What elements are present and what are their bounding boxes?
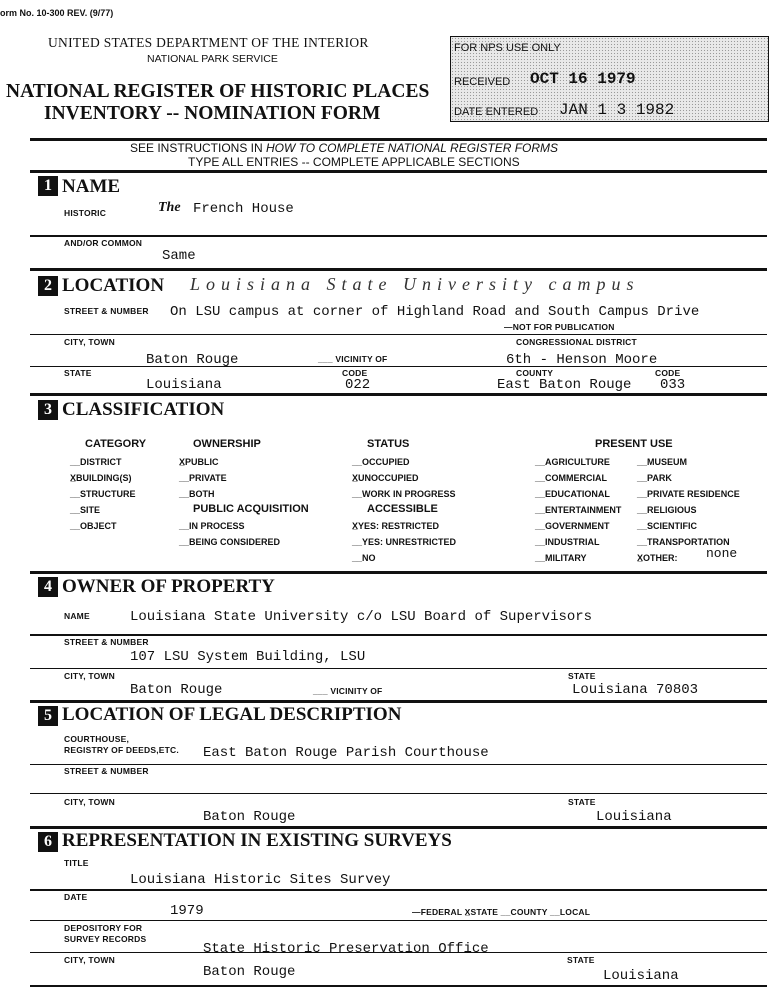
rule <box>30 889 767 891</box>
section-1-title: NAME <box>62 176 121 197</box>
rule <box>30 826 767 829</box>
street-number-value: On LSU campus at corner of Highland Road and South Campus Drive <box>170 304 700 320</box>
classification-option[interactable]: __EDUCATIONAL <box>535 489 610 499</box>
section-3-title: CLASSIFICATION <box>62 399 225 420</box>
classification-option[interactable]: __NO <box>352 553 376 563</box>
classification-option[interactable]: __AGRICULTURE <box>535 457 610 467</box>
section-2-title: LOCATION <box>62 275 165 296</box>
received-label: RECEIVED <box>454 76 511 88</box>
classification-option[interactable]: __PRIVATE RESIDENCE <box>637 489 740 499</box>
classification-option[interactable]: X̲UNOCCUPIED <box>352 473 419 483</box>
classification-option[interactable]: __MUSEUM <box>637 457 688 467</box>
vicinity-of: ___ VICINITY OF <box>318 354 388 364</box>
survey-levels: —FEDERAL X̲STATE __COUNTY __LOCAL <box>412 907 591 917</box>
date-entered-stamp: JAN 1 3 1982 <box>559 101 675 119</box>
legal-street-label: STREET & NUMBER <box>64 766 149 776</box>
legal-city-label: CITY, TOWN <box>64 797 115 807</box>
classification-option[interactable]: __TRANSPORTATION <box>637 537 730 547</box>
state-code-value: 022 <box>345 377 371 393</box>
nps-use-only-box <box>450 36 769 122</box>
classification-option[interactable]: __INDUSTRIAL <box>535 537 600 547</box>
form-title-line1: NATIONAL REGISTER OF HISTORIC PLACES <box>6 81 430 102</box>
historic-name-value: French House <box>193 201 294 217</box>
section-4-title: OWNER OF PROPERTY <box>62 576 275 597</box>
location-handwritten-note: Louisiana State University campus <box>190 274 640 294</box>
common-name-value: Same <box>162 248 196 264</box>
historic-label: HISTORIC <box>64 208 107 218</box>
classification-option[interactable]: X̲BUILDING(S) <box>70 473 132 483</box>
classification-option[interactable]: __GOVERNMENT <box>535 521 610 531</box>
county-label: COUNTY <box>516 368 554 378</box>
legal-city-value: Baton Rouge <box>203 809 296 825</box>
section-5-number: 5 <box>38 706 58 726</box>
rule <box>30 334 767 335</box>
owner-street-value: 107 LSU System Building, LSU <box>130 649 366 665</box>
ownership-heading: OWNERSHIP <box>193 438 261 450</box>
classification-option[interactable]: __STRUCTURE <box>70 489 136 499</box>
legal-state-label: STATE <box>568 797 596 807</box>
classification-option[interactable]: X̲PUBLIC <box>179 457 219 467</box>
other-use-value: none <box>706 546 738 561</box>
city-town-value: Baton Rouge <box>146 352 239 368</box>
service-name: NATIONAL PARK SERVICE <box>147 53 278 65</box>
rule <box>30 952 767 953</box>
section-6-title: REPRESENTATION IN EXISTING SURVEYS <box>62 830 452 851</box>
rule <box>30 571 767 574</box>
survey-date-label: DATE <box>64 892 88 902</box>
courthouse-label-line1: COURTHOUSE, <box>64 734 130 744</box>
section-3-number: 3 <box>38 400 58 420</box>
classification-option[interactable]: X̲OTHER: <box>637 553 678 563</box>
county-value: East Baton Rouge <box>497 377 632 393</box>
classification-option[interactable]: __ENTERTAINMENT <box>535 505 622 515</box>
section-5-title: LOCATION OF LEGAL DESCRIPTION <box>62 704 402 725</box>
courthouse-value: East Baton Rouge Parish Courthouse <box>203 745 489 761</box>
classification-option[interactable]: __RELIGIOUS <box>637 505 697 515</box>
owner-city-value: Baton Rouge <box>130 682 223 698</box>
instructions-line2: TYPE ALL ENTRIES -- COMPLETE APPLICABLE SECTIONS <box>188 155 520 169</box>
classification-option[interactable]: __OBJECT <box>70 521 117 531</box>
classification-option[interactable]: __BEING CONSIDERED <box>179 537 281 547</box>
form-number: orm No. 10-300 REV. (9/77) <box>0 8 114 18</box>
historic-handwritten: The <box>158 200 181 215</box>
common-name-label: AND/OR COMMON <box>64 238 143 248</box>
depository-city-value: Baton Rouge <box>203 964 296 980</box>
street-number-label: STREET & NUMBER <box>64 306 149 316</box>
owner-state-label: STATE <box>568 671 596 681</box>
owner-name-value: Louisiana State University c/o LSU Board of Supervisors <box>130 609 593 625</box>
state-code-label: CODE <box>342 368 368 378</box>
classification-option[interactable]: __PARK <box>637 473 672 483</box>
congressional-district-value: 6th - Henson Moore <box>506 352 658 368</box>
depository-state-value: Louisiana <box>603 968 679 984</box>
rule <box>30 920 767 921</box>
instructions-line1: SEE INSTRUCTIONS IN HOW TO COMPLETE NATIONAL REGISTER FORMS <box>130 141 559 155</box>
depository-value: State Historic Preservation Office <box>203 941 489 957</box>
congressional-district-label: CONGRESSIONAL DISTRICT <box>516 337 637 347</box>
state-label: STATE <box>64 368 92 378</box>
nps-box-heading: FOR NPS USE ONLY <box>454 42 561 54</box>
classification-option[interactable]: __SCIENTIFIC <box>637 521 698 531</box>
classification-option[interactable]: X̲YES: RESTRICTED <box>352 521 440 531</box>
classification-option[interactable]: __YES: UNRESTRICTED <box>352 537 457 547</box>
rule <box>30 700 767 703</box>
received-stamp: OCT 16 1979 <box>530 70 636 88</box>
section-4-number: 4 <box>38 577 58 597</box>
form-title-line2: INVENTORY -- NOMINATION FORM <box>44 103 381 124</box>
section-2-number: 2 <box>38 276 58 296</box>
survey-title-value: Louisiana Historic Sites Survey <box>130 872 391 888</box>
classification-option[interactable]: __IN PROCESS <box>179 521 245 531</box>
not-for-publication: —NOT FOR PUBLICATION <box>504 322 615 332</box>
survey-title-label: TITLE <box>64 858 89 868</box>
county-code-value: 033 <box>660 377 686 393</box>
depository-city-label: CITY, TOWN <box>64 955 115 965</box>
owner-state-value: Louisiana 70803 <box>572 682 699 698</box>
owner-city-label: CITY, TOWN <box>64 671 115 681</box>
depository-label-line2: SURVEY RECORDS <box>64 934 147 944</box>
rule <box>30 764 767 765</box>
city-town-label: CITY, TOWN <box>64 337 115 347</box>
classification-option[interactable]: __DISTRICT <box>70 457 122 467</box>
rule <box>30 793 767 794</box>
depository-label-line1: DEPOSITORY FOR <box>64 923 143 933</box>
classification-option[interactable]: __SITE <box>70 505 101 515</box>
section-6-number: 6 <box>38 832 58 852</box>
classification-option[interactable]: __COMMERCIAL <box>535 473 608 483</box>
rule <box>30 393 767 396</box>
rule <box>30 235 767 237</box>
accessible-heading: ACCESSIBLE <box>367 503 438 515</box>
rule <box>30 634 767 636</box>
legal-state-value: Louisiana <box>596 809 672 825</box>
rule <box>30 366 767 367</box>
classification-option[interactable]: __OCCUPIED <box>352 457 410 467</box>
rule <box>30 668 767 669</box>
classification-option[interactable]: __BOTH <box>179 489 215 499</box>
date-entered-label: DATE ENTERED <box>454 106 539 118</box>
survey-date-value: 1979 <box>170 903 204 919</box>
public-acquisition-heading: PUBLIC ACQUISITION <box>193 503 309 515</box>
owner-name-label: NAME <box>64 611 90 621</box>
instructions-rule <box>30 170 767 173</box>
county-code-label: CODE <box>655 368 681 378</box>
owner-street-label: STREET & NUMBER <box>64 637 149 647</box>
section-1-number: 1 <box>38 176 58 196</box>
classification-option[interactable]: __WORK IN PROGRESS <box>352 489 456 499</box>
state-value: Louisiana <box>146 377 222 393</box>
depository-state-label: STATE <box>567 955 595 965</box>
classification-option[interactable]: __PRIVATE <box>179 473 227 483</box>
courthouse-label-line2: REGISTRY OF DEEDS,ETC. <box>64 745 179 755</box>
present-use-heading: PRESENT USE <box>595 438 673 450</box>
rule <box>30 985 767 987</box>
category-heading: CATEGORY <box>85 438 147 450</box>
classification-option[interactable]: __MILITARY <box>535 553 587 563</box>
owner-vicinity-of: ___ VICINITY OF <box>313 686 383 696</box>
rule <box>30 268 767 271</box>
status-heading: STATUS <box>367 438 410 450</box>
department-name: UNITED STATES DEPARTMENT OF THE INTERIOR <box>48 35 369 50</box>
